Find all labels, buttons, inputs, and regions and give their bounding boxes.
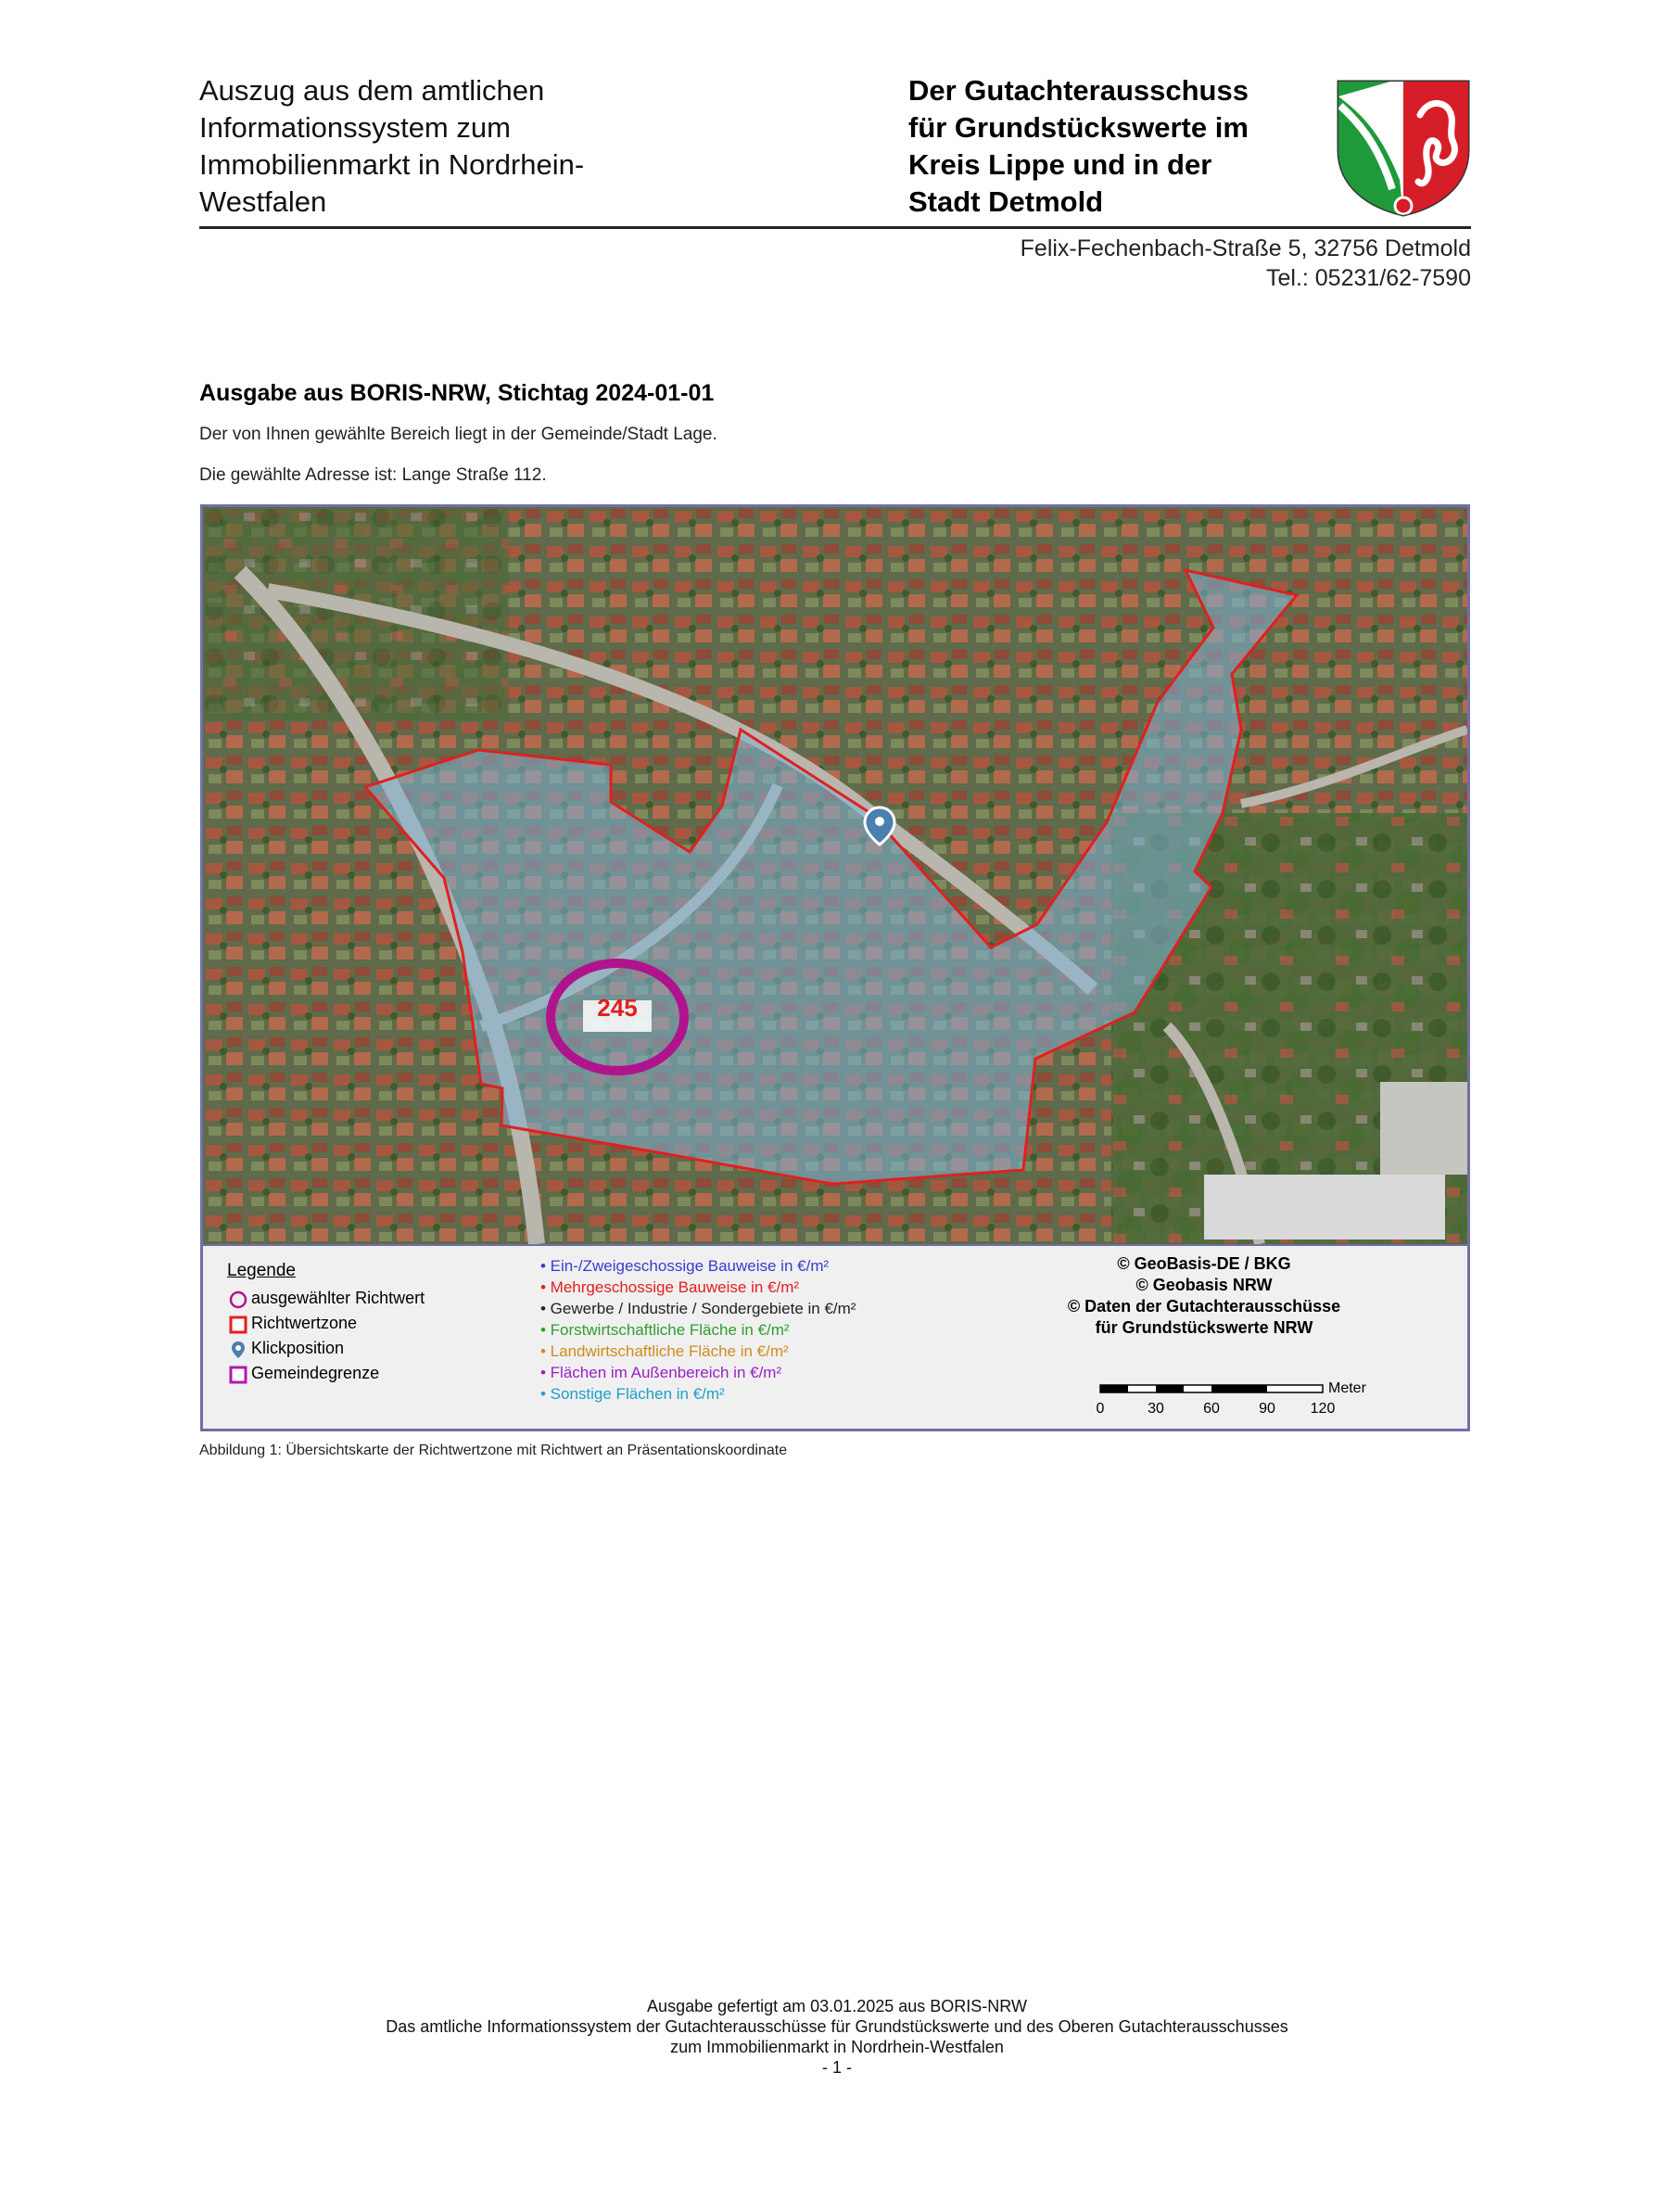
scale-tick-label: 90	[1259, 1401, 1275, 1417]
copyright-block	[1019, 1253, 1389, 1339]
phone-line: Tel.: 05231/62-7590	[1265, 265, 1471, 291]
footer-line: Das amtliche Informationssystem der Gutachterausschüsse für Grundstückswerte und des Oberen Gutachterausschusses	[386, 2017, 1288, 2036]
category-label: • Sonstige Flächen in €/m²	[540, 1385, 725, 1403]
address-line: Felix-Fechenbach-Straße 5, 32756 Detmold	[1020, 235, 1471, 261]
overview-map[interactable]	[203, 507, 1467, 1244]
committee-name-line: Kreis Lippe und in der	[908, 148, 1212, 181]
scale-unit: Meter	[1328, 1380, 1366, 1396]
copyright-line: für Grundstückswerte NRW	[1095, 1318, 1313, 1337]
report-heading: Ausgabe aus BORIS-NRW, Stichtag 2024-01-01	[199, 380, 715, 406]
publisher-title-line: Informationssystem zum	[199, 111, 511, 144]
category-label: • Landwirtschaftliche Fläche in €/m²	[540, 1342, 789, 1360]
richtwert-label: 245	[597, 994, 638, 1022]
publisher-title-line: Westfalen	[199, 185, 327, 218]
copyright-line: © GeoBasis-DE / BKG	[1117, 1254, 1291, 1273]
legend-item-label: Richtwertzone	[251, 1314, 358, 1332]
address-text: Die gewählte Adresse ist: Lange Straße 112.	[199, 465, 547, 485]
pin-icon	[229, 1341, 247, 1359]
red-square-icon	[229, 1316, 247, 1334]
nrw-coat-of-arms-icon	[1335, 78, 1472, 217]
category-label: • Flächen im Außenbereich in €/m²	[540, 1364, 782, 1381]
publisher-title	[199, 72, 718, 221]
publisher-title-line: Immobilienmarkt in Nordrhein-	[199, 148, 585, 181]
copyright-line: © Daten der Gutachterausschüsse	[1067, 1297, 1341, 1316]
category-label: • Mehrgeschossige Bauweise in €/m²	[540, 1278, 800, 1296]
legend-item-label: Gemeindegrenze	[251, 1364, 380, 1382]
page-number: - 1 -	[821, 2058, 852, 2077]
map-frame	[200, 504, 1470, 1431]
footer-line: zum Immobilienmarkt in Nordrhein-Westfalen	[670, 2038, 1004, 2056]
committee-name-line: Stadt Detmold	[908, 185, 1104, 218]
category-label: • Gewerbe / Industrie / Sondergebiete in €/m²	[540, 1300, 856, 1317]
committee-name-line: für Grundstückswerte im	[908, 111, 1249, 144]
scale-tick-label: 120	[1310, 1401, 1336, 1417]
legend-item-label: ausgewählter Richtwert	[251, 1289, 425, 1307]
footer-line: Ausgabe gefertigt am 03.01.2025 aus BORIS-NRW	[647, 1997, 1027, 2015]
scale-tick-label: 60	[1203, 1401, 1220, 1417]
circle-outline-icon	[229, 1290, 247, 1309]
scale-tick-label: 30	[1148, 1401, 1164, 1417]
category-label: • Forstwirtschaftliche Fläche in €/m²	[540, 1321, 790, 1339]
page-footer	[0, 1996, 1674, 2078]
figure-caption: Abbildung 1: Übersichtskarte der Richtwertzone mit Richtwert an Präsentationskoordinate	[199, 1443, 788, 1458]
municipality-text: Der von Ihnen gewählte Bereich liegt in der Gemeinde/Stadt Lage.	[199, 425, 717, 444]
header-divider	[199, 226, 1471, 229]
committee-name-line: Der Gutachterausschuss	[908, 74, 1249, 107]
copyright-line: © Geobasis NRW	[1135, 1276, 1273, 1294]
scale-tick-label: 0	[1096, 1401, 1105, 1417]
committee-name	[908, 72, 1316, 221]
purple-square-icon	[229, 1366, 247, 1384]
legend-item-label: Klickposition	[251, 1339, 345, 1357]
publisher-title-line: Auszug aus dem amtlichen	[199, 74, 545, 107]
legend-title: Legende	[227, 1261, 296, 1280]
map-legend	[203, 1244, 1467, 1429]
scale-bar	[1091, 1376, 1397, 1422]
contact-block	[1021, 234, 1471, 293]
category-label: • Ein-/Zweigeschossige Bauweise in €/m²	[540, 1257, 830, 1275]
